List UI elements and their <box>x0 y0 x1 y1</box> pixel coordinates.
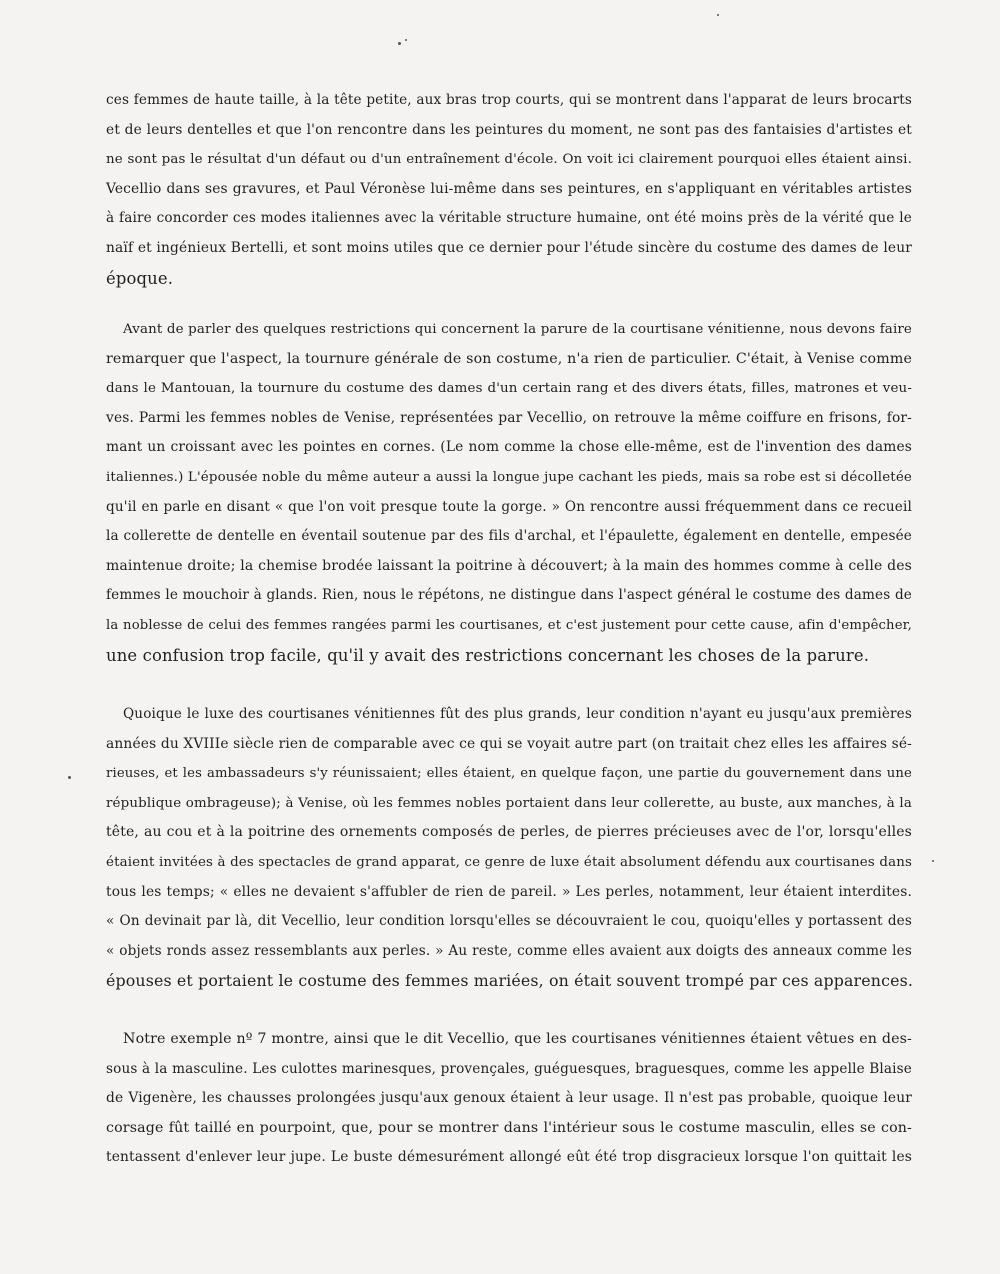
text-line: ves. Parmi les femmes nobles de Venise, représentées par Vecellio, on retrouve la même coiffure en frisons, for- <box>106 409 912 426</box>
text-line: étaient invitées à des spectacles de grand apparat, ce genre de luxe était absolument défendu aux courtisanes dans <box>106 854 912 870</box>
text-line: rieuses, et les ambassadeurs s'y réunissaient; elles étaient, en quelque façon, une partie du gouvernement dans une <box>106 766 912 782</box>
text-line: Avant de parler des quelques restrictions qui concernent la parure de la courtisane vénitienne, nous devons faire <box>123 322 912 337</box>
paragraph-4 <box>106 1025 912 1173</box>
text-line: époque. <box>106 268 174 288</box>
text-line: ne sont pas le résultat d'un défaut ou d'un entraînement d'école. On voit ici clairement pourquoi elles étaient ainsi. <box>106 152 912 168</box>
text-line: italiennes.) L'épousée noble du même auteur a aussi la longue jupe cachant les pieds, mais sa robe est si décolletée <box>106 469 912 485</box>
text-line: remarquer que l'aspect, la tournure générale de son costume, n'a rien de particulier. C'était, à Venise comme <box>106 350 912 367</box>
text-line: à faire concorder ces modes italiennes avec la véritable structure humaine, ont été moins près de la vérité que le <box>106 210 912 227</box>
printing-speck <box>932 860 934 862</box>
text-line: années du XVIIIe siècle rien de comparable avec ce qui se voyait autre part (on traitait chez elles les affaires sé- <box>106 735 912 752</box>
printing-speck <box>405 39 407 41</box>
text-line: naïf et ingénieux Bertelli, et sont moins utiles que ce dernier pour l'étude sincère du costume des dames de leur <box>106 239 912 256</box>
paragraph-1 <box>106 86 912 293</box>
text-line: tête, au cou et à la poitrine des ornements composés de perles, de pierres précieuses avec de l'or, lorsqu'elles <box>106 824 912 841</box>
printing-speck <box>717 14 719 16</box>
text-line: tentassent d'enlever leur jupe. Le buste démesurément allongé eût été trop disgracieux lorsque l'on quittait les <box>106 1149 912 1166</box>
text-line: Quoique le luxe des courtisanes vénitiennes fût des plus grands, leur condition n'ayant eu jusqu'aux premières <box>123 706 912 722</box>
text-line: sous à la masculine. Les culottes marinesques, provençales, guéguesques, braguesques, comme les appelle Blaise <box>106 1060 912 1077</box>
text-line: la noblesse de celui des femmes rangées parmi les courtisanes, et c'est justement pour cette cause, afin d'empêcher, <box>106 617 912 633</box>
text-line: maintenue droite; la chemise brodée laissant la poitrine à découvert; à la main des hommes comme à celle des <box>106 557 912 574</box>
text-line: femmes le mouchoir à glands. Rien, nous le répétons, ne distingue dans l'aspect général le costume des dames de <box>106 587 912 604</box>
text-line: épouses et portaient le costume des femmes mariées, on était souvent trompé par ces apparences. <box>106 971 914 991</box>
text-line: qu'il en parle en disant « que l'on voit presque toute la gorge. » On rencontre aussi fréquemment dans ce recueil <box>106 498 912 515</box>
text-line: ces femmes de haute taille, à la tête petite, aux bras trop courts, qui se montrent dans l'apparat de leurs brocarts <box>106 92 912 108</box>
text-line: une confusion trop facile, qu'il y avait des restrictions concernant les choses de la parure. <box>106 645 870 665</box>
text-line: mant un croissant avec les pointes en cornes. (Le nom comme la chose elle-même, est de l'invention des dames <box>106 439 912 456</box>
printing-speck <box>398 42 401 45</box>
text-line: république ombrageuse); à Venise, où les femmes nobles portaient dans leur collerette, au buste, aux manches, à la <box>106 795 912 811</box>
text-line: « objets ronds assez ressemblants aux perles. » Au reste, comme elles avaient aux doigts des anneaux comme les <box>106 942 912 959</box>
paragraph-2 <box>106 315 912 670</box>
text-line: tous les temps; « elles ne devaient s'affubler de rien de pareil. » Les perles, notamment, leur étaient interdites. <box>106 883 912 900</box>
text-line: de Vigenère, les chausses prolongées jusqu'aux genoux étaient à leur usage. Il n'est pas probable, quoique leur <box>106 1090 912 1107</box>
text-line: « On devinait par là, dit Vecellio, leur condition lorsqu'elles se découvraient le cou, quoiqu'elles y portassent des <box>106 913 912 930</box>
text-line: Vecellio dans ses gravures, et Paul Véronèse lui-même dans ses peintures, en s'appliquant en véritables artistes <box>106 180 912 197</box>
text-line: corsage fût taillé en pourpoint, que, pour se montrer dans l'intérieur sous le costume masculin, elles se con- <box>106 1119 912 1136</box>
text-line: Notre exemple nº 7 montre, ainsi que le dit Vecellio, que les courtisanes vénitiennes étaient vêtues en des- <box>123 1031 912 1047</box>
text-line: la collerette de dentelle en éventail soutenue par des fils d'archal, et l'épaulette, également en dentelle, empesée <box>106 528 912 545</box>
printing-speck <box>68 776 71 779</box>
text-line: et de leurs dentelles et que l'on rencontre dans les peintures du moment, ne sont pas des fantaisies d'artistes et <box>106 121 912 138</box>
paragraph-3 <box>106 700 912 996</box>
text-line: dans le Mantouan, la tournure du costume des dames d'un certain rang et des divers états, filles, matrones et veu- <box>106 381 912 397</box>
